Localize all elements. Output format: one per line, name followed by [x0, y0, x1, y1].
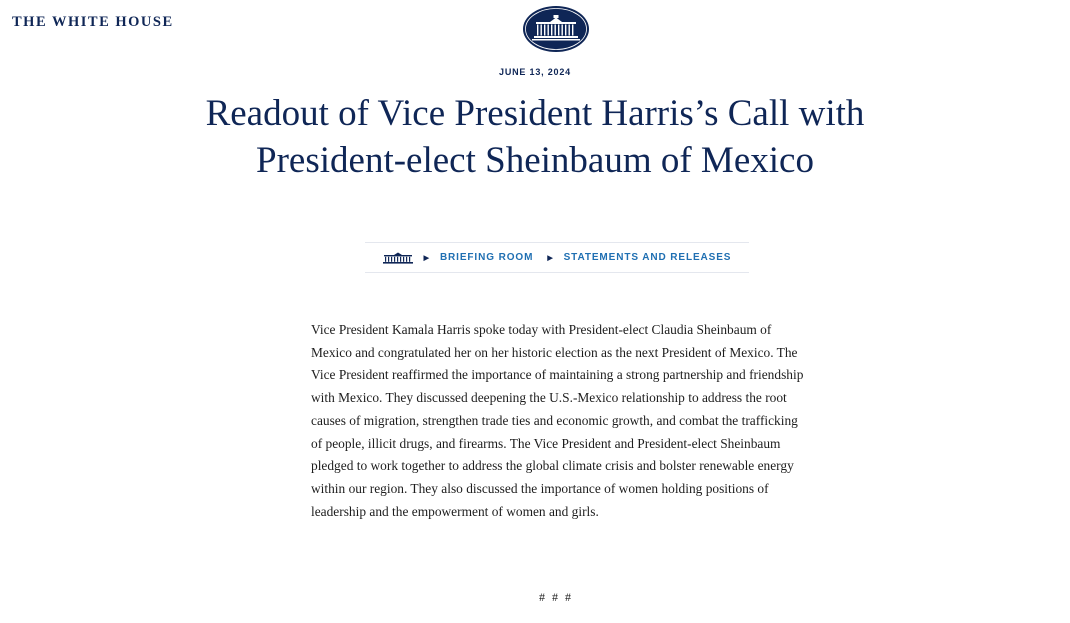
article-body: Vice President Kamala Harris spoke today with President-elect Claudia Sheinbaum of Mexico and congratulated her on her historic election as the next President of Mexico. The Vice President reaffirmed the importance of maintaining a strong partnership and friendship with Mexico. They discussed deepening the U.S.-Mexico relationship to address the root causes of migration, strengthen trade ties and economic growth, and combat the trafficking of people, illicit drugs, and firearms. The Vice President and President-elect Sheinbaum pledged to work together to address the global climate crisis and bolster renewable energy within our region. They also discussed the importance of women holding positions of leadership and the empowerment of women and girls.	[311, 322, 804, 519]
white-house-seal-icon[interactable]	[522, 5, 590, 53]
chevron-right-icon: ▶	[547, 254, 554, 262]
article-title: Readout of Vice President Harris’s Call with President-elect Sheinbaum of Mexico	[205, 93, 865, 181]
chevron-right-icon: ▶	[423, 254, 430, 262]
site-name[interactable]: THE WHITE HOUSE	[12, 14, 174, 30]
breadcrumb-home[interactable]	[383, 252, 413, 264]
article-date: JUNE 13, 2024	[499, 67, 571, 77]
breadcrumb-item-statements-and-releases[interactable]: STATEMENTS AND RELEASES	[563, 252, 732, 263]
breadcrumb	[365, 242, 749, 273]
breadcrumb-item-briefing-room[interactable]: BRIEFING ROOM	[439, 252, 534, 263]
white-house-building-icon[interactable]	[383, 252, 413, 264]
end-mark: # # #	[539, 590, 573, 604]
